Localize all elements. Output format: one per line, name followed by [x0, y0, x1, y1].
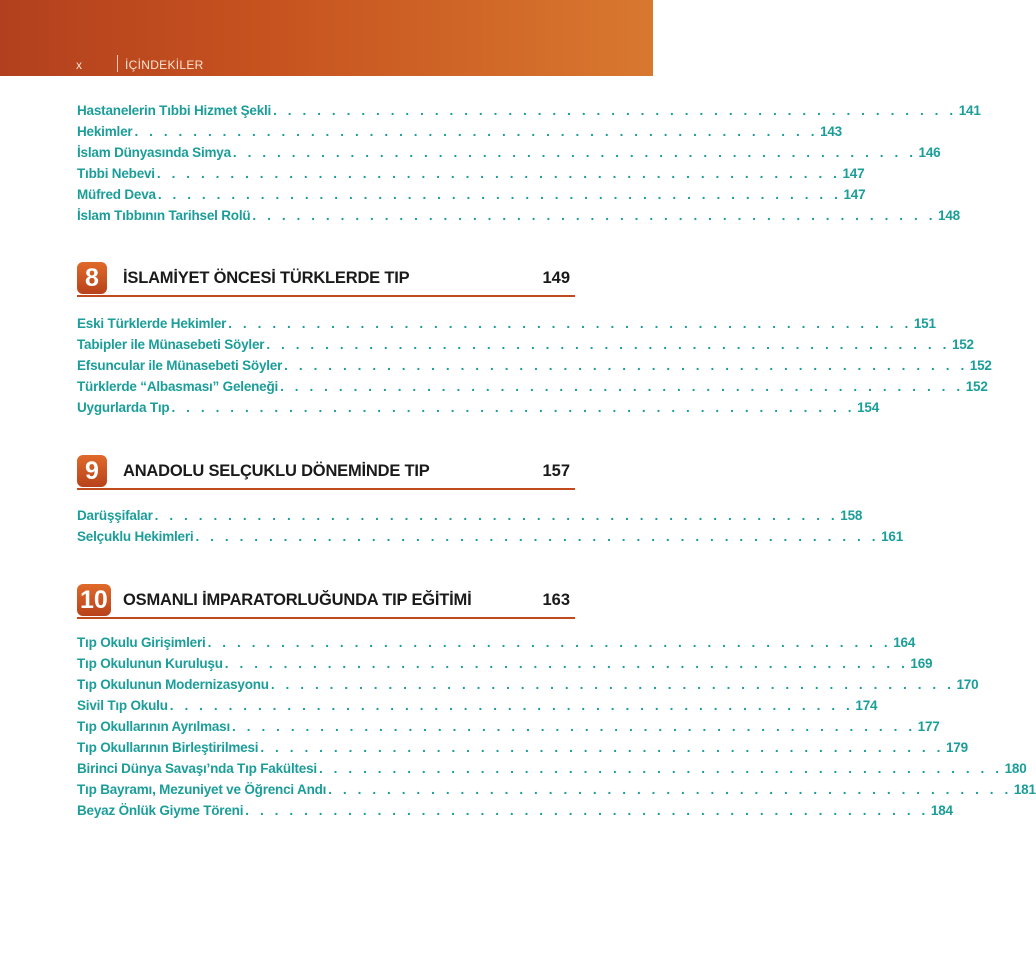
- toc-entry-label: Sivil Tıp Okulu: [77, 698, 168, 713]
- chapter-title: OSMANLI İMPARATORLUĞUNDA TIP EĞİTİMİ: [123, 591, 472, 609]
- toc-entry[interactable]: [77, 677, 979, 695]
- leader-dots: . . . . . . . . . . . . . . . . . . . . . . . . . . . . . . . . . . . . . . . . . . . . . . .: [245, 803, 929, 818]
- toc-entry[interactable]: [77, 529, 904, 547]
- toc-entry[interactable]: [77, 698, 878, 716]
- toc-entry-label: Darüşşifalar: [77, 508, 153, 523]
- leader-dots: . . . . . . . . . . . . . . . . . . . . . . . . . . . . . . . . . . . . . . . . . . . . . . .: [328, 782, 1012, 797]
- chapter-title: ANADOLU SELÇUKLU DÖNEMİNDE TIP: [123, 462, 430, 480]
- toc-entry-label: Eski Türklerde Hekimler: [77, 316, 227, 331]
- leader-dots: . . . . . . . . . . . . . . . . . . . . . . . . . . . . . . . . . . . . . . . . . . . . . . .: [134, 124, 819, 139]
- toc-entry[interactable]: [77, 656, 933, 674]
- toc-entry[interactable]: [77, 187, 866, 205]
- toc-entry-label: Hekimler: [77, 124, 133, 139]
- chapter-title: İSLAMİYET ÖNCESİ TÜRKLERDE TIP: [123, 269, 410, 287]
- toc-entry-page: 177: [917, 719, 940, 734]
- toc-entry-page: 179: [945, 740, 968, 755]
- toc-entry[interactable]: [77, 124, 842, 142]
- toc-entry-page: 152: [965, 379, 988, 394]
- toc-entry-label: Tabipler ile Münasebeti Söyler: [77, 337, 265, 352]
- toc-entry-label: Beyaz Önlük Giyme Töreni: [77, 803, 244, 818]
- toc-entry[interactable]: [77, 803, 953, 821]
- leader-dots: . . . . . . . . . . . . . . . . . . . . . . . . . . . . . . . . . . . . . . . . . . . . . . .: [169, 698, 854, 713]
- toc-entry-page: 147: [842, 166, 865, 181]
- toc-entry-page: 147: [843, 187, 866, 202]
- chapter-page: 163: [542, 591, 570, 609]
- leader-dots: . . . . . . . . . . . . . . . . . . . . . . . . . . . . . . . . . . . . . . . . . . . . . . .: [154, 508, 839, 523]
- leader-dots: . . . . . . . . . . . . . . . . . . . . . . . . . . . . . . . . . . . . . . . . . . . . . . .: [280, 379, 964, 394]
- toc-entry-label: İslam Dünyasında Simya: [77, 145, 231, 160]
- toc-entry-label: Tıbbi Nebevi: [77, 166, 155, 181]
- toc-entry-page: 143: [820, 124, 842, 139]
- toc-entry-page: 161: [881, 529, 904, 544]
- toc-entry-page: 148: [938, 208, 960, 223]
- toc-entry[interactable]: [77, 761, 1027, 779]
- toc-entry[interactable]: [77, 166, 865, 184]
- toc-entry[interactable]: [77, 782, 1036, 800]
- chapter-number-badge: 10: [77, 584, 111, 616]
- toc-entry-label: Selçuklu Hekimleri: [77, 529, 194, 544]
- leader-dots: . . . . . . . . . . . . . . . . . . . . . . . . . . . . . . . . . . . . . . . . . . . . . . .: [195, 529, 880, 544]
- toc-entry-page: 146: [918, 145, 941, 160]
- leader-dots: . . . . . . . . . . . . . . . . . . . . . . . . . . . . . . . . . . . . . . . . . . . . . . .: [252, 208, 937, 223]
- toc-entry[interactable]: [77, 719, 940, 737]
- leader-dots: . . . . . . . . . . . . . . . . . . . . . . . . . . . . . . . . . . . . . . . . . . . . . . .: [270, 677, 955, 692]
- leader-dots: . . . . . . . . . . . . . . . . . . . . . . . . . . . . . . . . . . . . . . . . . . . . . . .: [232, 145, 917, 160]
- leader-dots: . . . . . . . . . . . . . . . . . . . . . . . . . . . . . . . . . . . . . . . . . . . . . . .: [266, 337, 950, 352]
- toc-entry[interactable]: [77, 400, 880, 418]
- toc-entry[interactable]: [77, 379, 988, 397]
- toc-entry-label: Tıp Okulu Girişimleri: [77, 635, 206, 650]
- chapter-rule: [77, 617, 575, 619]
- chapter-page: 157: [542, 462, 570, 480]
- toc-entry-label: Tıp Okullarının Ayrılması: [77, 719, 231, 734]
- toc-entry[interactable]: [77, 740, 968, 758]
- toc-entry-label: Müfred Deva: [77, 187, 156, 202]
- chapter-number-badge: 9: [77, 455, 107, 487]
- toc-entry-label: İslam Tıbbının Tarihsel Rolü: [77, 208, 251, 223]
- chapter-heading[interactable]: [77, 455, 575, 489]
- leader-dots: . . . . . . . . . . . . . . . . . . . . . . . . . . . . . . . . . . . . . . . . . . . . . . .: [318, 761, 1003, 776]
- toc-entry-label: Hastanelerin Tıbbi Hizmet Şekli: [77, 103, 272, 118]
- toc-entry-label: Birinci Dünya Savaşı’nda Tıp Fakültesi: [77, 761, 317, 776]
- toc-entry-page: 158: [840, 508, 863, 523]
- toc-entry-label: Uygurlarda Tıp: [77, 400, 170, 415]
- chapter-page: 149: [542, 269, 570, 287]
- header-divider: [117, 55, 118, 72]
- toc-entry-label: Efsuncular ile Münasebeti Söyler: [77, 358, 283, 373]
- leader-dots: . . . . . . . . . . . . . . . . . . . . . . . . . . . . . . . . . . . . . . . . . . . . . . .: [171, 400, 856, 415]
- toc-entry-page: 169: [910, 656, 933, 671]
- toc-entry[interactable]: [77, 337, 974, 355]
- toc-entry-label: Tıp Okulunun Modernizasyonu: [77, 677, 269, 692]
- chapter-heading[interactable]: [77, 262, 575, 296]
- toc-entry-page: 152: [951, 337, 974, 352]
- leader-dots: . . . . . . . . . . . . . . . . . . . . . . . . . . . . . . . . . . . . . . . . . . . . . . .: [232, 719, 916, 734]
- leader-dots: . . . . . . . . . . . . . . . . . . . . . . . . . . . . . . . . . . . . . . . . . . . . . . .: [273, 103, 957, 118]
- toc-entry[interactable]: [77, 358, 992, 376]
- toc-entry-page: 141: [958, 103, 981, 118]
- leader-dots: . . . . . . . . . . . . . . . . . . . . . . . . . . . . . . . . . . . . . . . . . . . . . . .: [260, 740, 944, 755]
- chapter-number-badge: 8: [77, 262, 107, 294]
- leader-dots: . . . . . . . . . . . . . . . . . . . . . . . . . . . . . . . . . . . . . . . . . . . . . . .: [156, 166, 841, 181]
- chapter-heading[interactable]: [77, 584, 575, 618]
- toc-entry[interactable]: [77, 508, 863, 526]
- toc-entry-page: 170: [956, 677, 979, 692]
- toc-entry[interactable]: [77, 208, 960, 226]
- toc-entry-label: Tıp Okulunun Kuruluşu: [77, 656, 223, 671]
- toc-entry-page: 164: [893, 635, 916, 650]
- leader-dots: . . . . . . . . . . . . . . . . . . . . . . . . . . . . . . . . . . . . . . . . . . . . . . .: [157, 187, 842, 202]
- toc-entry-page: 174: [855, 698, 878, 713]
- toc-entry[interactable]: [77, 103, 981, 121]
- toc-entry-label: Tıp Bayramı, Mezuniyet ve Öğrenci Andı: [77, 782, 327, 797]
- chapter-rule: [77, 488, 575, 490]
- running-title: İÇİNDEKİLER: [125, 58, 204, 72]
- page-number: x: [76, 58, 82, 72]
- toc-entry[interactable]: [77, 635, 916, 653]
- toc-entry-label: Türklerde “Albasması” Geleneği: [77, 379, 279, 394]
- chapter-rule: [77, 295, 575, 297]
- leader-dots: . . . . . . . . . . . . . . . . . . . . . . . . . . . . . . . . . . . . . . . . . . . . . . .: [228, 316, 912, 331]
- leader-dots: . . . . . . . . . . . . . . . . . . . . . . . . . . . . . . . . . . . . . . . . . . . . . . .: [207, 635, 892, 650]
- toc-entry-page: 152: [969, 358, 992, 373]
- toc-entry-page: 151: [913, 316, 936, 331]
- toc-entry-page: 184: [930, 803, 953, 818]
- leader-dots: . . . . . . . . . . . . . . . . . . . . . . . . . . . . . . . . . . . . . . . . . . . . . . .: [284, 358, 968, 373]
- page-header: [0, 0, 653, 76]
- toc-entry-page: 180: [1004, 761, 1027, 776]
- toc-entry-page: 154: [857, 400, 880, 415]
- toc-entry-page: 181: [1013, 782, 1036, 797]
- toc-entry-label: Tıp Okullarının Birleştirilmesi: [77, 740, 259, 755]
- leader-dots: . . . . . . . . . . . . . . . . . . . . . . . . . . . . . . . . . . . . . . . . . . . . . . .: [224, 656, 909, 671]
- toc-entry[interactable]: [77, 145, 941, 163]
- toc-entry[interactable]: [77, 316, 936, 334]
